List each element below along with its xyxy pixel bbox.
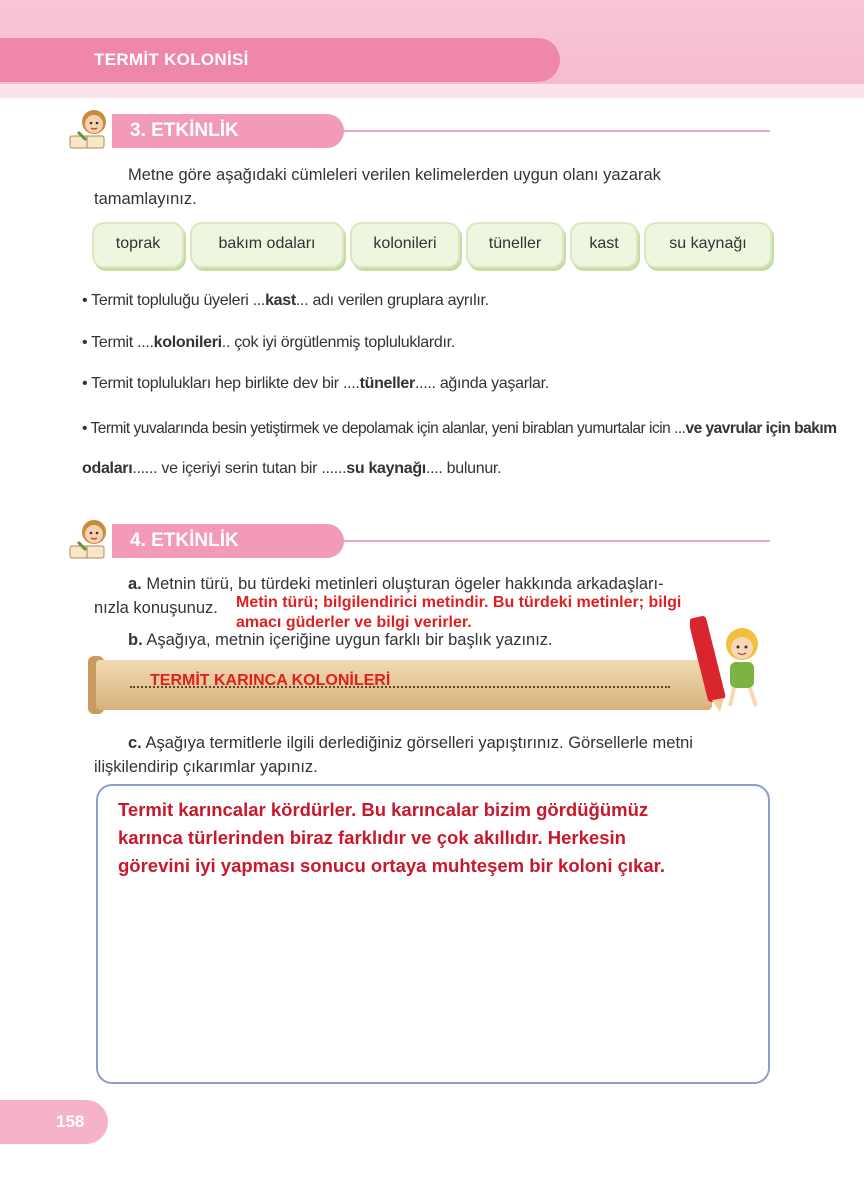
part-a-answer-line2: amacı güderler ve bilgi verirler.: [236, 614, 472, 631]
girl-reading-icon: [60, 516, 118, 564]
girl-reading-icon: [60, 106, 118, 154]
header-band-lower: [0, 84, 864, 98]
part-b-text: b. Aşağıya, metnin içeriğine uygun farklı bir başlık yazınız.: [128, 631, 553, 649]
part-c-answer-line: görevini iyi yapması sonucu ortaya muhteşem bir koloni çıkar.: [118, 855, 665, 876]
sentence-4-continued: odaları...... ve içeriyi serin tutan bir ......su kaynağı.... bulunur.: [82, 460, 502, 477]
part-c-answer: [118, 796, 758, 880]
part-c-answer-line: karınca türlerinden biraz farklıdır ve çok akıllıdır. Herkesin: [118, 827, 626, 848]
word-chip-kast: kast: [570, 222, 638, 268]
sentence-3: • Termit toplulukları hep birlikte dev bir ....tüneller..... ağında yaşarlar.: [82, 375, 549, 392]
activity3-divider: [344, 130, 770, 132]
word-chip-bakim-odalari: bakım odaları: [190, 222, 344, 268]
word-chip-toprak: toprak: [92, 222, 184, 268]
page-number-tab: [0, 1100, 108, 1144]
part-a-line2: nızla konuşunuz.: [94, 599, 218, 617]
word-chip-su-kaynagi: su kaynağı: [644, 222, 772, 268]
girl-with-pencil-icon: [690, 612, 770, 714]
part-b-answer: TERMİT KARINCA KOLONİLERİ: [150, 672, 391, 689]
part-c-line2: ilişkilendirip çıkarımlar yapınız.: [94, 758, 318, 776]
activity3-title: 3. ETKİNLİK: [130, 120, 239, 141]
part-c-line1: c. Aşağıya termitlerle ilgili derlediğiniz görselleri yapıştırınız. Görsellerle metni: [128, 734, 693, 752]
activity3-instruction-line2: tamamlayınız.: [94, 190, 197, 208]
activity4-header: [60, 516, 780, 564]
sentence-2: • Termit ....kolonileri.. çok iyi örgütlenmiş topluluklardır.: [82, 334, 455, 351]
chapter-title-tab: [0, 38, 560, 82]
activity4-title: 4. ETKİNLİK: [130, 530, 239, 551]
sentence-1: • Termit topluluğu üyeleri ...kast... adı verilen gruplara ayrılır.: [82, 292, 489, 309]
activity3-header: [60, 106, 780, 154]
part-c-answer-line: Termit karıncalar kördürler. Bu karıncalar bizim gördüğümüz: [118, 799, 649, 820]
part-a-line1: a. Metnin türü, bu türdeki metinleri oluşturan ögeler hakkında arkadaşları-: [128, 575, 664, 593]
chapter-title: TERMİT KOLONİSİ: [94, 50, 249, 69]
part-a-answer-line1: Metin türü; bilgilendirici metindir. Bu türdeki metinler; bilgi: [236, 594, 682, 611]
page-number: 158: [56, 1112, 85, 1131]
activity3-instruction-line1: Metne göre aşağıdaki cümleleri verilen kelimelerden uygun olanı yazarak: [128, 166, 661, 184]
word-chip-kolonileri: kolonileri: [350, 222, 460, 268]
sentence-4: • Termit yuvalarında besin yetiştirmek ve depolamak için alanlar, yeni birablan yumurtalar icin ...ve yavrular için bakım: [82, 420, 837, 437]
activity4-divider: [344, 540, 770, 542]
word-chip-tuneller: tüneller: [466, 222, 564, 268]
